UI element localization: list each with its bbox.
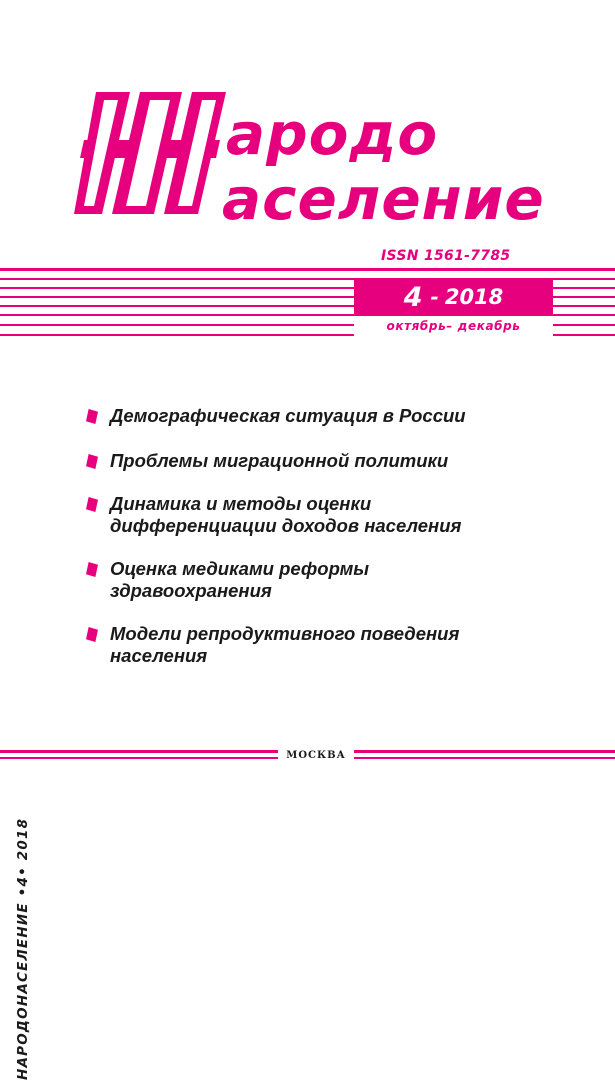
bullet-marker-icon bbox=[86, 627, 98, 642]
publication-city: МОСКВА bbox=[286, 750, 346, 761]
issue-number: 4 bbox=[403, 281, 423, 313]
contents-item-line: Динамика и методы оценки bbox=[110, 493, 372, 514]
contents-item-line: Модели репродуктивного поведения bbox=[110, 623, 460, 644]
bullet-marker-icon bbox=[86, 562, 98, 577]
bottom-rule-left bbox=[0, 757, 278, 759]
issue-separator: - bbox=[430, 285, 439, 309]
journal-title-line1: ародо bbox=[226, 100, 439, 168]
double-n-monogram-icon bbox=[74, 92, 226, 214]
bullet-marker-icon bbox=[86, 454, 98, 469]
journal-title-line2: аселение bbox=[222, 165, 545, 233]
spine-text: НАРОДОНАСЕЛЕНИЕ •4• 2018 bbox=[15, 817, 31, 1080]
contents-item-line: здравоохранения bbox=[110, 580, 272, 601]
contents-item-line: Проблемы миграционной политики bbox=[110, 450, 449, 471]
stripe-top bbox=[0, 268, 615, 271]
bullet-marker-icon bbox=[86, 497, 98, 512]
contents-item bbox=[86, 405, 466, 427]
bottom-rule-right bbox=[354, 757, 615, 759]
issn-number: ISSN 1561-7785 bbox=[381, 248, 511, 264]
contents-item bbox=[86, 450, 448, 472]
contents-item-line: Демографическая ситуация в России bbox=[110, 405, 466, 426]
issue-period: октябрь– декабрь bbox=[386, 319, 521, 333]
bottom-rule-right bbox=[354, 750, 615, 753]
contents-item bbox=[86, 623, 459, 667]
contents-item-line: населения bbox=[110, 645, 208, 666]
contents-item bbox=[86, 493, 461, 537]
bullet-marker-icon bbox=[86, 409, 98, 424]
bottom-rule-left bbox=[0, 750, 278, 753]
contents-item-line: дифференциации доходов населения bbox=[110, 515, 462, 536]
contents-item-line: Оценка медиками реформы bbox=[110, 558, 370, 579]
contents-item bbox=[86, 558, 369, 602]
issue-badge bbox=[354, 279, 553, 315]
issue-year: 2018 bbox=[444, 285, 504, 309]
